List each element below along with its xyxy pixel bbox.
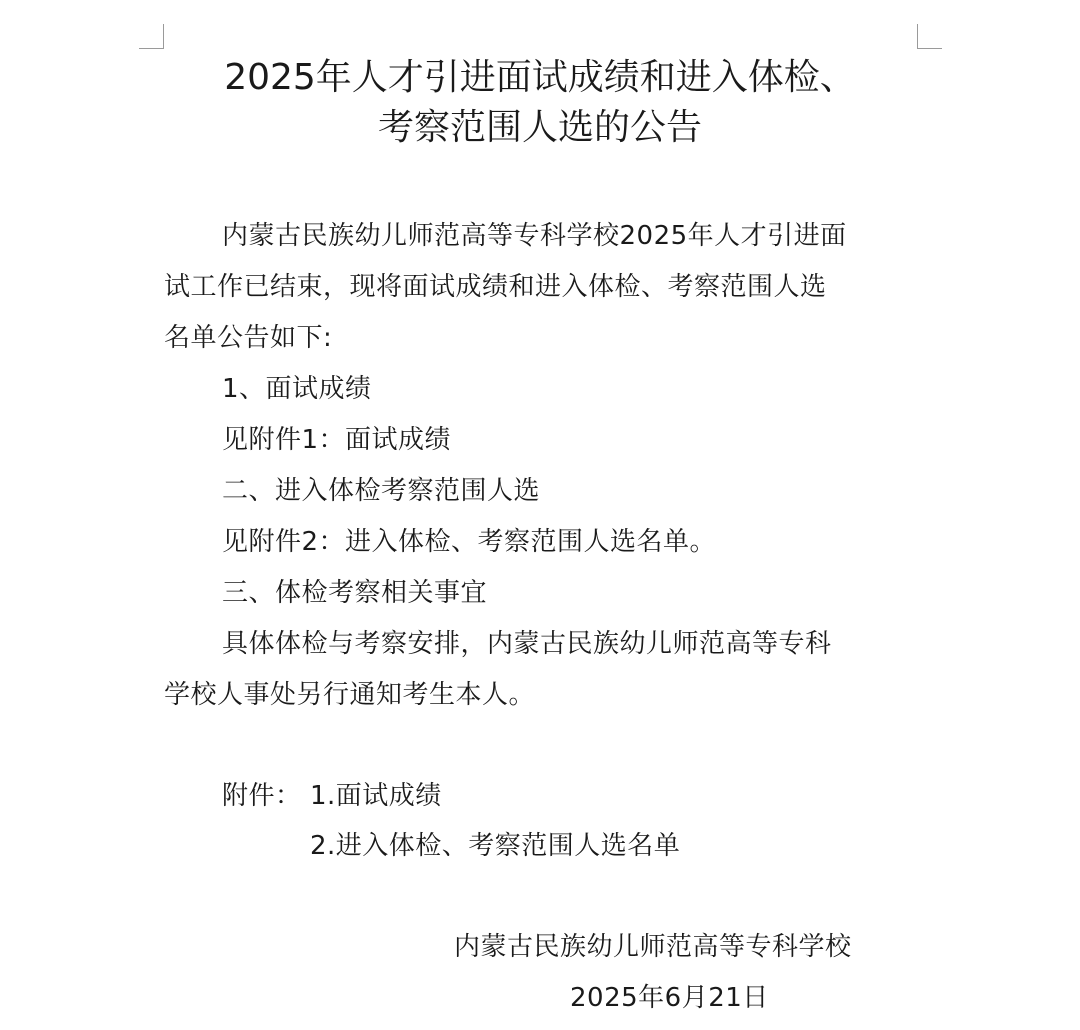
- section-3-paragraph-line-2: 学校人事处另行通知考生本人。: [164, 680, 536, 710]
- attachment-item-2: 2.进入体检、考察范围人选名单: [310, 831, 681, 861]
- page-corner-mark-top-left: [139, 24, 164, 49]
- section-2-text: 见附件2：进入体检、考察范围人选名单。: [222, 527, 717, 557]
- signature-organization: 内蒙古民族幼儿师范高等专科学校: [454, 932, 852, 962]
- attachment-item-1: 1.面试成绩: [310, 781, 442, 811]
- page-corner-mark-top-right: [917, 24, 942, 49]
- section-2-heading: 二、进入体检考察范围人选: [222, 476, 541, 506]
- intro-paragraph-line-3: 名单公告如下:: [164, 323, 333, 353]
- attachments-label: 附件：: [222, 781, 302, 811]
- intro-paragraph-line-1: 内蒙古民族幼儿师范高等专科学校2025年人才引进面: [222, 221, 847, 251]
- section-3-heading: 三、体检考察相关事宜: [222, 578, 488, 608]
- section-1-heading: 1、面试成绩: [222, 374, 372, 404]
- section-1-text: 见附件1：面试成绩: [222, 425, 452, 455]
- announcement-title-line-1: 2025年人才引进面试成绩和进入体检、: [224, 57, 856, 98]
- announcement-title-line-2: 考察范围人选的公告: [377, 107, 702, 148]
- signature-date: 2025年6月21日: [570, 983, 769, 1013]
- intro-paragraph-line-2: 试工作已结束，现将面试成绩和进入体检、考察范围人选: [164, 272, 827, 302]
- section-3-paragraph-line-1: 具体体检与考察安排，内蒙古民族幼儿师范高等专科: [222, 629, 832, 659]
